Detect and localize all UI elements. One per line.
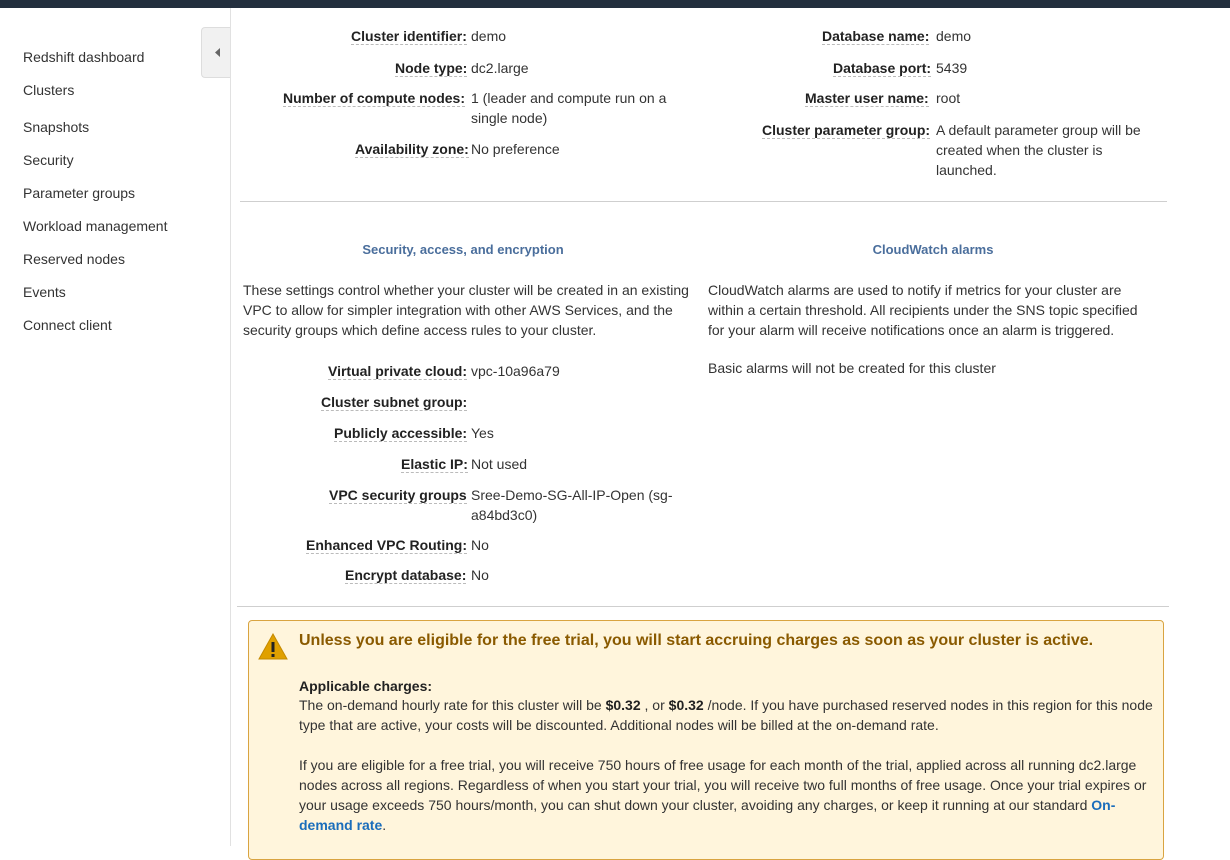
encrypt-database-label: Encrypt database: bbox=[345, 567, 467, 583]
node-type-label: Node type: bbox=[395, 60, 468, 76]
sidebar-item-reserved-nodes[interactable]: Reserved nodes bbox=[23, 251, 125, 267]
divider bbox=[240, 201, 1167, 202]
security-description: These settings control whether your cluster will be created in an existing VPC to allow for simpler integration with other AWS Services, and the security groups which define access rules to your cluster. bbox=[243, 282, 689, 338]
cluster-identifier-label: Cluster identifier: bbox=[351, 28, 467, 44]
security-groups-value: Sree-Demo-SG-All-IP-Open (sg-a84bd3c0) bbox=[471, 487, 673, 523]
sidebar-item-redshift-dashboard[interactable]: Redshift dashboard bbox=[23, 49, 145, 65]
sidebar-item-workload-management[interactable]: Workload management bbox=[23, 218, 168, 234]
compute-nodes-label: Number of compute nodes: bbox=[283, 90, 466, 106]
database-name-value: demo bbox=[936, 28, 972, 44]
cloudwatch-description: CloudWatch alarms are used to notify if metrics for your cluster are within a certain threshold. All recipients under the SNS topic specified for your alarm will receive notifications once an alarm is triggered. bbox=[708, 282, 1138, 338]
sidebar bbox=[0, 8, 231, 846]
publicly-accessible-label: Publicly accessible: bbox=[334, 425, 468, 441]
sidebar-item-clusters[interactable]: Clusters bbox=[23, 82, 75, 98]
charges-text: /node. If you have purchased reserved nodes in this region for this node type that are active, your costs will be discounted. Additional nodes will be billed at the on-demand rate. bbox=[299, 697, 1153, 733]
charges-text: The on-demand hourly rate for this cluster will be bbox=[299, 697, 606, 713]
parameter-group-value: A default parameter group will be created when the cluster is launched. bbox=[936, 122, 1141, 178]
enhanced-vpc-routing-value: No bbox=[471, 537, 489, 553]
node-rate: $0.32 bbox=[668, 697, 704, 713]
publicly-accessible-value: Yes bbox=[471, 425, 494, 441]
caret-left-icon bbox=[215, 48, 220, 57]
parameter-group-label: Cluster parameter group: bbox=[762, 122, 931, 138]
node-type-value: dc2.large bbox=[471, 60, 529, 76]
sidebar-item-snapshots[interactable]: Snapshots bbox=[23, 119, 90, 135]
top-bar bbox=[0, 0, 1230, 8]
vpc-label: Virtual private cloud: bbox=[328, 363, 467, 379]
warning-headline: Unless you are eligible for the free trial, you will start accruing charges as soon as your cluster is active. bbox=[299, 632, 1094, 649]
free-trial-paragraph bbox=[299, 755, 1159, 835]
hourly-rate: $0.32 bbox=[605, 697, 641, 713]
vpc-value: vpc-10a96a79 bbox=[471, 363, 560, 379]
database-port-value: 5439 bbox=[936, 60, 968, 76]
applicable-charges-heading: Applicable charges: bbox=[299, 678, 433, 694]
compute-nodes-value: 1 (leader and compute run on a single node) bbox=[471, 90, 667, 126]
master-user-label: Master user name: bbox=[805, 90, 929, 106]
elastic-ip-label: Elastic IP: bbox=[401, 456, 468, 472]
sidebar-collapse-button[interactable] bbox=[201, 27, 230, 78]
cloudwatch-section-title: CloudWatch alarms bbox=[872, 242, 994, 257]
security-groups-label: VPC security groups bbox=[329, 487, 467, 503]
on-demand-rate-link[interactable]: On-demand rate bbox=[299, 797, 1116, 833]
encrypt-database-value: No bbox=[471, 567, 489, 583]
security-section-title: Security, access, and encryption bbox=[362, 242, 564, 257]
cluster-identifier-value: demo bbox=[471, 28, 507, 44]
database-name-label: Database name: bbox=[822, 28, 930, 44]
master-user-value: root bbox=[936, 90, 961, 106]
elastic-ip-value: Not used bbox=[471, 456, 528, 472]
sidebar-item-parameter-groups[interactable]: Parameter groups bbox=[23, 185, 136, 201]
divider bbox=[237, 606, 1169, 607]
warning-triangle-icon bbox=[258, 633, 288, 660]
charges-text: , or bbox=[640, 697, 669, 713]
free-trial-text-end: . bbox=[382, 817, 387, 833]
subnet-group-label: Cluster subnet group: bbox=[321, 394, 468, 410]
availability-zone-label: Availability zone: bbox=[355, 141, 469, 157]
sidebar-item-events[interactable]: Events bbox=[23, 284, 66, 300]
sidebar-item-security[interactable]: Security bbox=[23, 152, 74, 168]
free-trial-text: If you are eligible for a free trial, you will receive 750 hours of free usage for each month of the trial, applied across all running dc2.large nodes across all regions. Regardless of when you start your trial, you will receive two full months of free usage. Once your trial expires or your usage exceeds 750 hours/month, you can shut down your cluster, avoiding any charges, or keep it running at our standard bbox=[299, 757, 1147, 813]
availability-zone-value: No preference bbox=[471, 141, 560, 157]
sidebar-item-connect-client[interactable]: Connect client bbox=[23, 317, 112, 333]
enhanced-vpc-routing-label: Enhanced VPC Routing: bbox=[306, 537, 467, 553]
charges-paragraph bbox=[299, 695, 1159, 735]
database-port-label: Database port: bbox=[833, 60, 932, 76]
cloudwatch-status: Basic alarms will not be created for this cluster bbox=[708, 360, 996, 376]
